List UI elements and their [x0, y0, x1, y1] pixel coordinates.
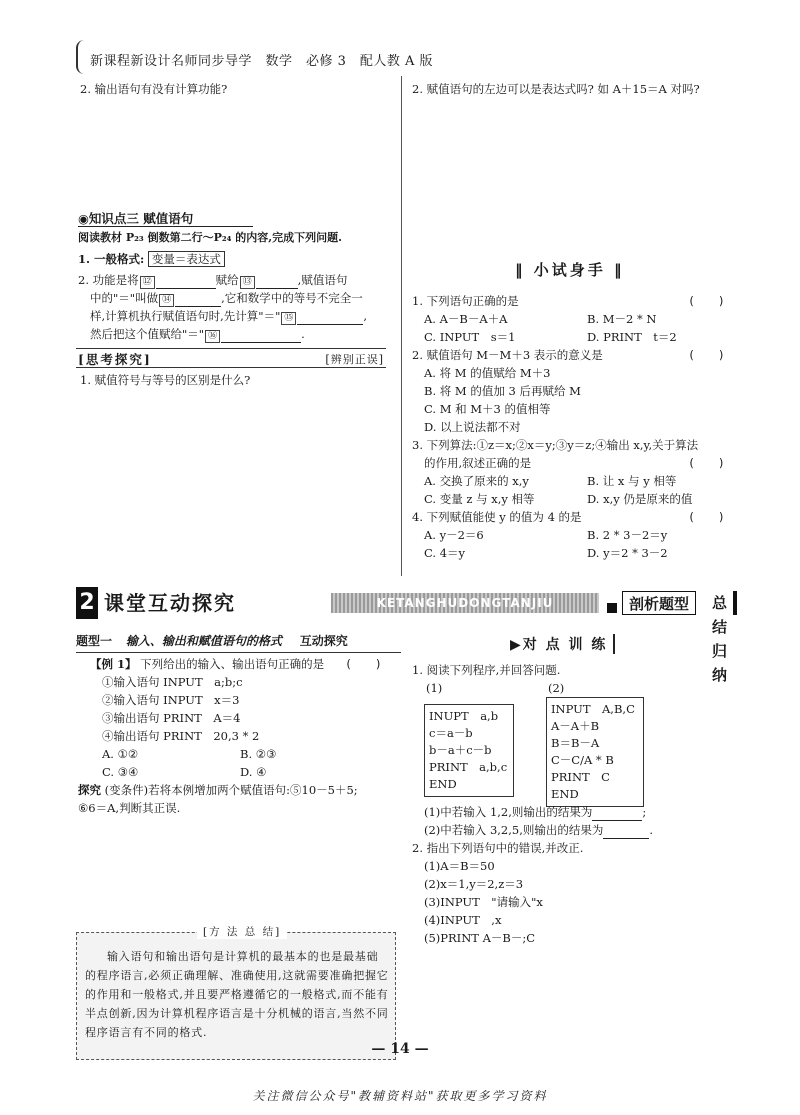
think-bar	[76, 348, 386, 368]
drill-sub2-blank[interactable]	[603, 826, 649, 839]
example1-item4: ④输出语句 PRINT 20,3 * 2	[102, 729, 260, 743]
drill-sub1-blank[interactable]	[592, 808, 642, 821]
drill-sub1-text: (1)中若输入 1,2,则输出的结果为	[424, 805, 593, 819]
type1-label: 题型一	[76, 634, 113, 648]
blank-12[interactable]	[156, 276, 216, 289]
type1-title: 输入、输出和赋值语句的格式	[125, 634, 282, 648]
banner-title: 课堂互动探究	[104, 591, 236, 615]
program-2	[546, 697, 644, 807]
drill-p2-label: (2)	[548, 681, 565, 695]
prog1-line: INUPT a,b	[429, 709, 499, 723]
try-q4-optD: D. y＝2 * 3－2	[587, 546, 668, 560]
type1-header	[76, 632, 401, 653]
explore-line1	[78, 781, 358, 799]
try-q3-stem-l2: 的作用,叙述正确的是	[424, 456, 532, 470]
banner-pinyin: KETANGHUDONGTANJIU	[331, 593, 599, 613]
try-q2-optA: A. 将 M 的值赋给 M＋3	[424, 366, 551, 380]
method-text: 输入语句和输出语句是计算机的最基本的也是最基础的程序语言,必须正确理解、准确使用,这就需要准确把握它的作用和一般格式,并且要严格遵循它的一般格式,而不能有半点创新,因为计算机程序语言是十分机械的语言,当然不同程序语言有不同的格式.	[85, 950, 389, 1039]
drill-q1: 1. 阅读下列程序,并回答问题.	[412, 663, 561, 677]
item2-l4: 然后把这个值赋给"＝"	[90, 327, 205, 341]
kp3-item1	[78, 250, 225, 268]
try-q1-optB: B. M－2 * N	[587, 312, 657, 326]
column-divider	[401, 76, 402, 576]
example1-optD: D. ④	[240, 765, 267, 779]
example1-paren: ( )	[345, 657, 382, 671]
try-q1-stem: 1. 下列语句正确的是	[412, 294, 519, 308]
badge-16: ⑯	[205, 330, 220, 343]
prog1-line: b－a＋c－b	[429, 743, 492, 757]
blank-16[interactable]	[221, 330, 301, 343]
running-header: 新课程新设计名师同步导学 数学 必修 3 配人教 A 版	[90, 54, 434, 69]
item2-l1b: 赋给	[215, 273, 239, 287]
prog1-line: END	[429, 777, 457, 791]
prog2-line: END	[551, 787, 579, 801]
banner-number: 2	[76, 587, 98, 619]
try-q4-optB: B. 2 * 3－2＝y	[587, 528, 668, 542]
try-q3-stem-l1: 3. 下列算法:①z＝x;②x＝y;③y＝z;④输出 x,y,关于算法	[412, 438, 699, 452]
try-q4-optA: A. y－2＝6	[424, 528, 484, 542]
section-title-kp3	[78, 209, 253, 227]
prog1-line: PRINT a,b,c	[429, 760, 508, 774]
prog2-line: PRINT C	[551, 770, 610, 784]
drill-item2: (2)x＝1,y＝2,z＝3	[424, 877, 524, 891]
kp3-item2-line1	[78, 271, 398, 289]
try-q2-stem: 2. 赋值语句 M－M＋3 表示的意义是	[412, 348, 603, 362]
try-q2-optC: C. M 和 M＋3 的值相等	[424, 402, 551, 416]
drill-item1: (1)A＝B＝50	[424, 859, 495, 873]
example1-stem	[90, 655, 324, 673]
header-brace	[76, 40, 84, 74]
prog1-line: c＝a－b	[429, 726, 473, 740]
drill-q2: 2. 指出下列语句中的错误,并改正.	[412, 841, 584, 855]
item2-l2b: ,它和数学中的等号不完全一	[221, 291, 363, 305]
try-q4-stem: 4. 下列赋值能使 y 的值为 4 的是	[412, 510, 582, 524]
explore-l1: (变条件)若将本例增加两个赋值语句:⑤10－5＋5;	[104, 783, 358, 797]
badge-12: ⑫	[140, 276, 155, 289]
badge-13: ⑬	[240, 276, 255, 289]
badge-14: ⑭	[159, 294, 174, 307]
think-title: [思考探究]	[78, 352, 152, 367]
try-q3-optD: D. x,y 仍是原来的值	[587, 492, 693, 506]
try-q1-paren: ( )	[688, 294, 725, 308]
kp3-item2-line3: 样,计算机执行赋值语句时,先计算"＝" ⑮ ,	[90, 309, 368, 323]
try-q4-optC: C. 4＝y	[424, 546, 466, 560]
badge-15: ⑮	[281, 312, 296, 325]
try-q3-optB: B. 让 x 与 y 相等	[587, 474, 677, 488]
drill-p1-label: (1)	[426, 681, 443, 695]
banner-pill-summary: 总结归纳	[706, 591, 737, 615]
example1-item1: ①输入语句 INPUT a;b;c	[102, 675, 243, 689]
example1-optB: B. ②③	[240, 747, 277, 761]
item2-l1c: ,赋值语句	[297, 273, 348, 287]
footer-note: 关注微信公众号"教辅资料站"获取更多学习资料	[252, 1089, 548, 1103]
try-q3-optC: C. 变量 z 与 x,y 相等	[424, 492, 535, 506]
item2-l1a: 2. 功能是将	[78, 273, 139, 287]
right-question-2: 2. 赋值语句的左边可以是表达式吗? 如 A＋15＝A 对吗?	[412, 82, 700, 96]
blank-15[interactable]	[297, 312, 363, 325]
example1-optC: C. ③④	[102, 765, 139, 779]
drill-sub1: (1)中若输入 1,2,则输出的结果为 ;	[424, 805, 647, 819]
try-q3-paren: ( )	[688, 456, 725, 470]
example1-text: 下列给出的输入、输出语句正确的是	[140, 657, 325, 671]
example1-optA: A. ①②	[102, 747, 139, 761]
try-title: ‖ 小试身手 ‖	[515, 261, 625, 279]
prog2-line: INPUT A,B,C	[551, 702, 635, 716]
try-q1-optA: A. A－B－A＋A	[424, 312, 508, 326]
banner-pill-analyze: 剖析题型	[622, 591, 696, 615]
prog2-line: A－A＋B	[551, 719, 600, 733]
kp3-title: ◉知识点三 赋值语句	[78, 211, 253, 227]
try-q1-optD: D. PRINT t＝2	[587, 330, 677, 344]
try-q3-optA: A. 交换了原来的 x,y	[424, 474, 529, 488]
example1-item3: ③输出语句 PRINT A＝4	[102, 711, 241, 725]
item1-prefix: 1. 一般格式:	[78, 252, 145, 266]
try-q4-paren: ( )	[688, 510, 725, 524]
type1-tag: 互动探究	[299, 634, 348, 648]
try-q2-optB: B. 将 M 的值加 3 后再赋给 M	[424, 384, 581, 398]
prog2-line: C－C/A * B	[551, 753, 614, 767]
explore-line2: ⑥6＝A,判断其正误.	[78, 801, 181, 815]
drill-title: ▶对 点 训 练	[510, 634, 615, 654]
kp3-read: 阅读教材 P₂₃ 倒数第二行～P₂₄ 的内容,完成下列问题.	[78, 231, 342, 244]
think-tag: [辨别正误]	[325, 353, 384, 366]
format-box: 变量＝表达式	[148, 251, 225, 267]
item2-l2a: 中的"＝"叫做	[90, 291, 159, 305]
drill-item3: (3)INPUT "请输入"x	[424, 895, 543, 909]
method-label: [方 法 总 结]	[197, 924, 287, 939]
try-q1-optC: C. INPUT s＝1	[424, 330, 516, 344]
explore-label: 探究	[78, 783, 101, 797]
try-q2-paren: ( )	[688, 348, 725, 362]
page-number: — 14 —	[371, 1041, 429, 1057]
banner-square	[607, 603, 617, 613]
example1-item2: ②输入语句 INPUT x＝3	[102, 693, 240, 707]
program-1	[424, 704, 514, 797]
kp3-item2-line4: 然后把这个值赋给"＝" ⑯ .	[90, 327, 305, 341]
prog2-line: B＝B－A	[551, 736, 600, 750]
drill-sub2: (2)中若输入 3,2,5,则输出的结果为 .	[424, 823, 654, 837]
drill-item4: (4)INPUT ,x	[424, 913, 502, 927]
try-q2-optD: D. 以上说法都不对	[424, 420, 521, 434]
blank-13[interactable]	[256, 276, 298, 289]
item2-l3: 样,计算机执行赋值语句时,先计算"＝"	[90, 309, 281, 323]
think-q1: 1. 赋值符号与等号的区别是什么?	[80, 373, 251, 387]
drill-item5: (5)PRINT A－B－;C	[424, 931, 536, 945]
drill-sub2-text: (2)中若输入 3,2,5,则输出的结果为	[424, 823, 604, 837]
blank-14[interactable]	[175, 294, 221, 307]
example1-label: 【例 1】	[90, 657, 137, 671]
kp3-item2-line2	[90, 289, 400, 307]
left-question-2: 2. 输出语句有没有计算功能?	[80, 82, 228, 96]
